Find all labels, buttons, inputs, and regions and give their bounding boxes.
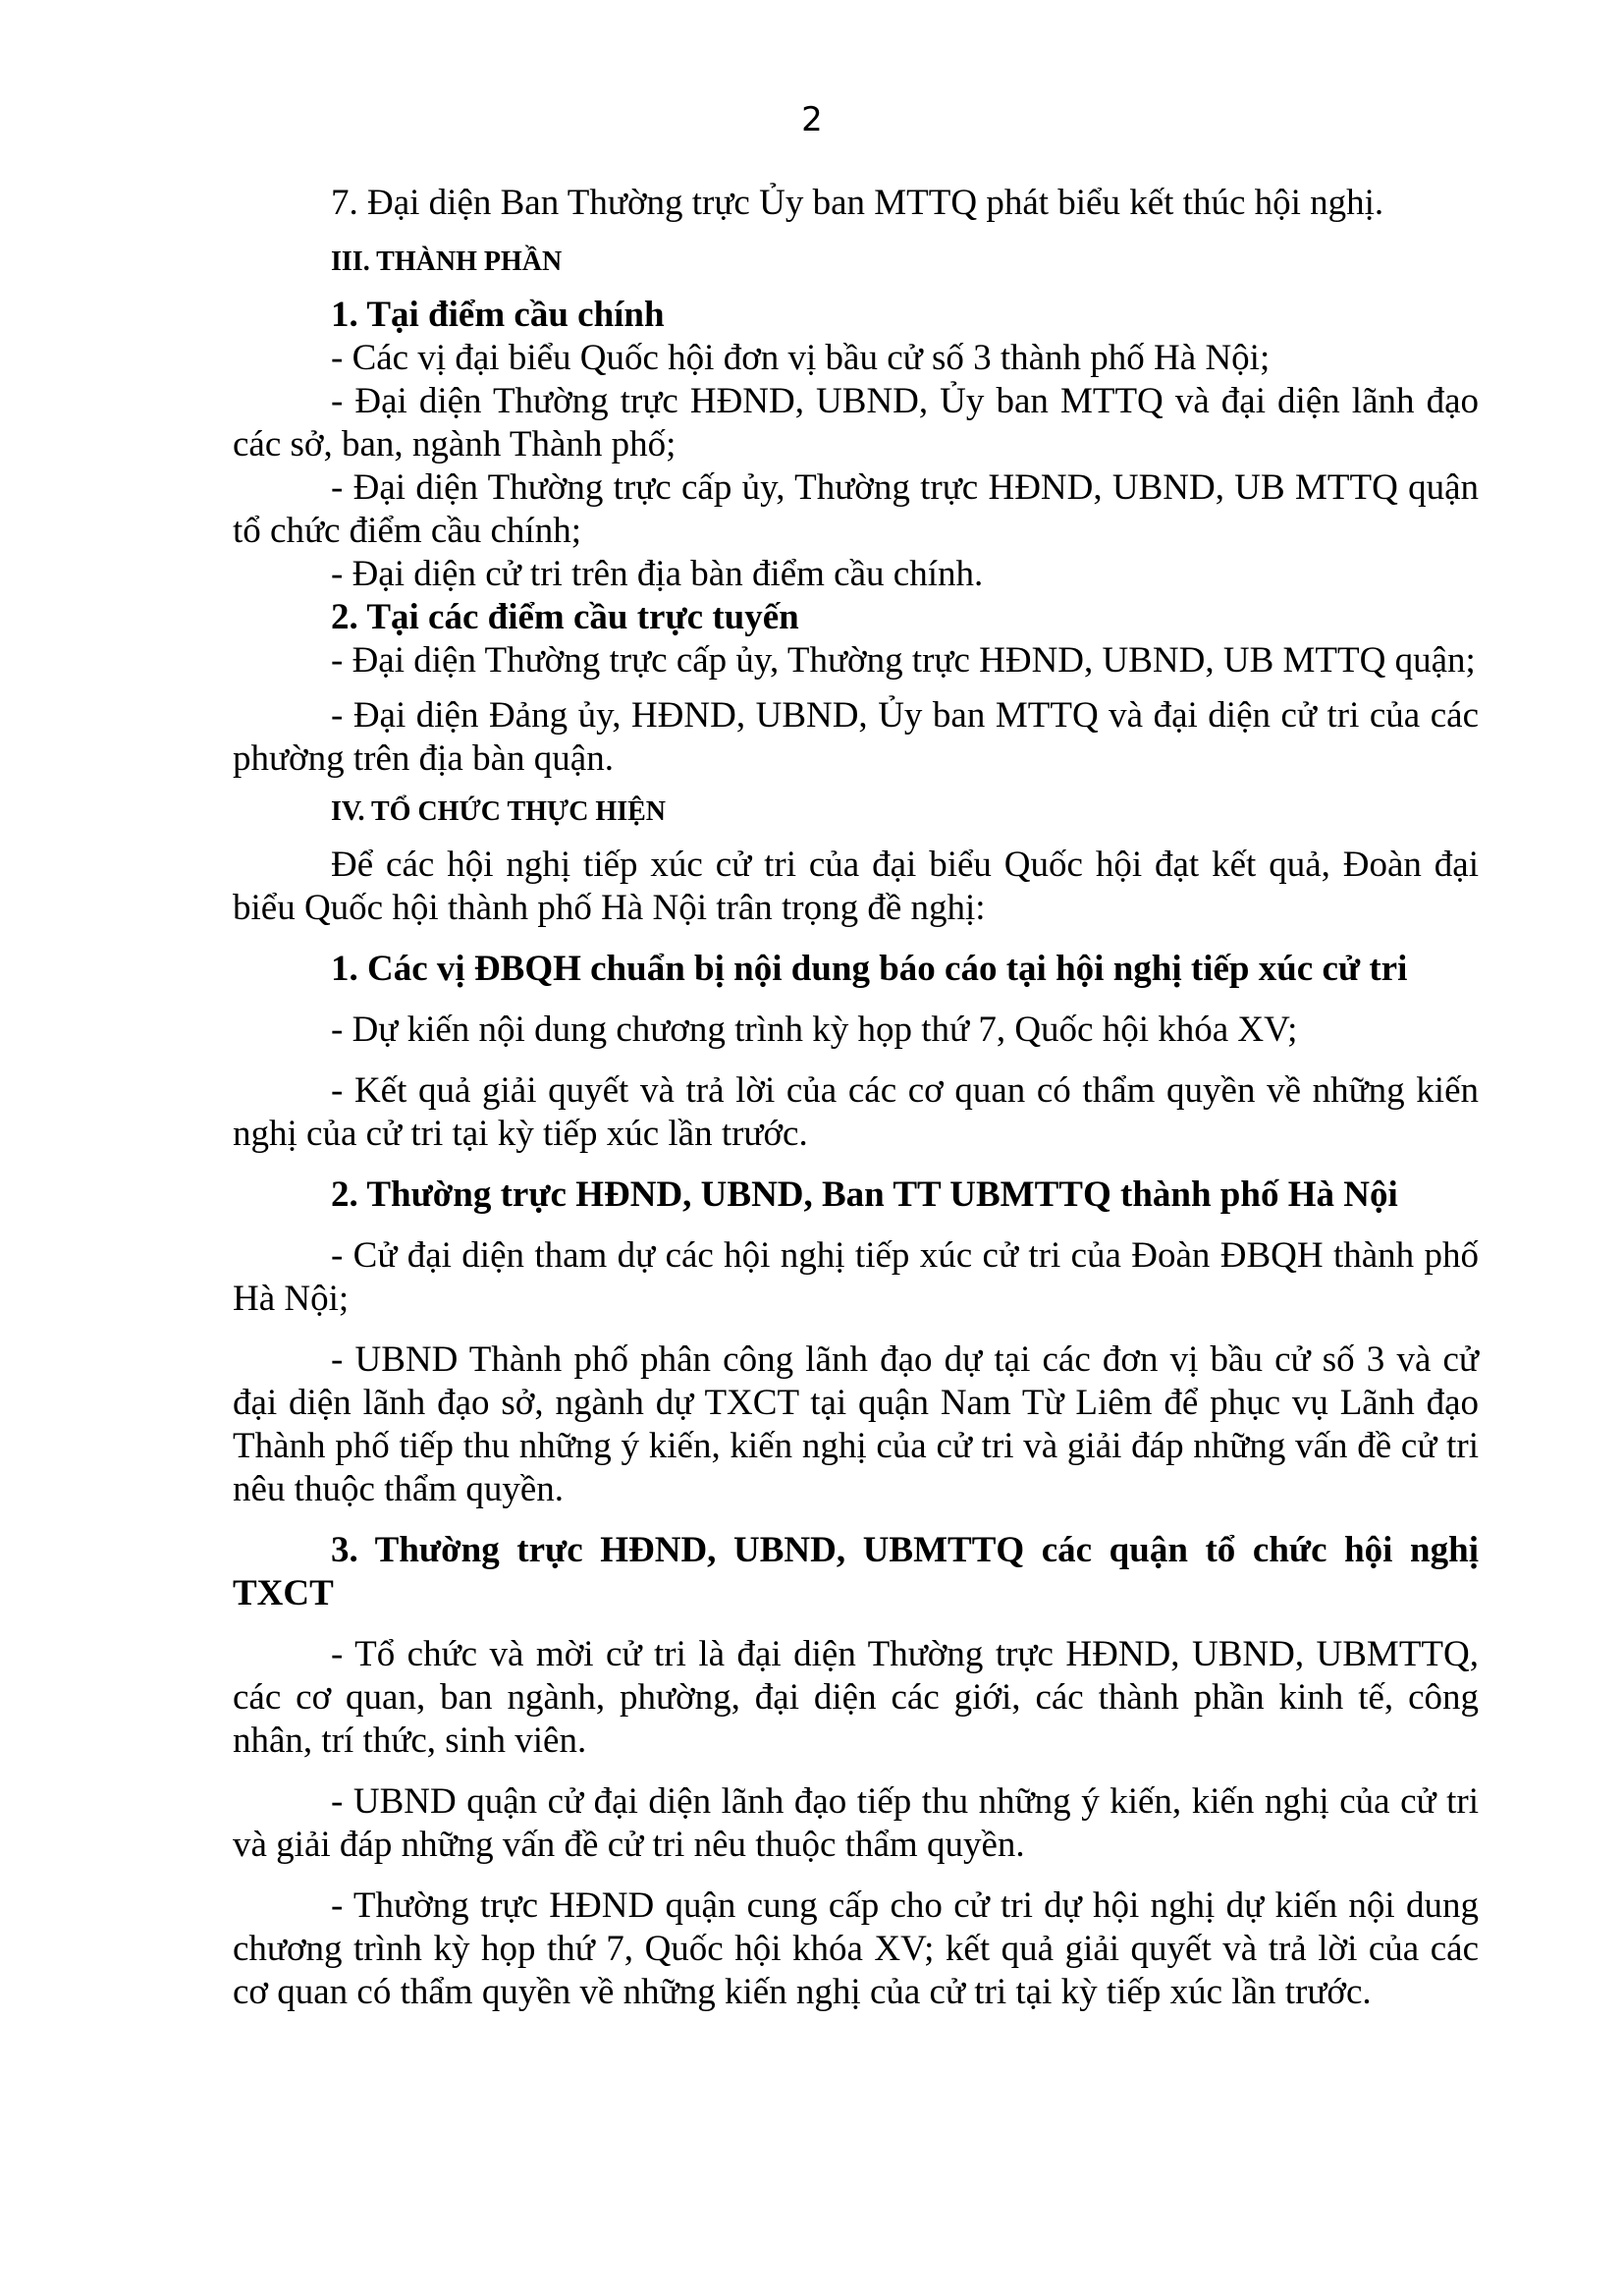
list-item: - Đại diện Thường trực cấp ủy, Thường trực HĐND, UBND, UB MTTQ quận; [331, 640, 1476, 681]
subheading-district-standing: 3. Thường trực HĐND, UBND, UBMTTQ các quận tổ chức hội nghị TXCT [233, 1530, 1479, 1613]
page-number: 2 [801, 100, 823, 139]
subheading-online-venues: 2. Tại các điểm cầu trực tuyến [331, 597, 799, 637]
section-heading-implementation: IV. TỔ CHỨC THỰC HIỆN [331, 796, 666, 827]
subheading-city-standing: 2. Thường trực HĐND, UBND, Ban TT UBMTTQ thành phố Hà Nội [331, 1174, 1398, 1215]
list-item: - Cử đại diện tham dự các hội nghị tiếp xúc cử tri của Đoàn ĐBQH thành phố Hà Nội; [233, 1235, 1479, 1319]
list-item: - Tổ chức và mời cử tri là đại diện Thường trực HĐND, UBND, UBMTTQ, các cơ quan, ban ngành, phường, đại diện các giới, các thành phần kinh tế, công nhân, trí thức, sinh viên. [233, 1634, 1479, 1761]
list-item: - Đại diện Thường trực HĐND, UBND, Ủy ban MTTQ và đại diện lãnh đạo các sở, ban, ngành Thành phố; [233, 381, 1479, 464]
item-7-closing-speech: 7. Đại diện Ban Thường trực Ủy ban MTTQ phát biểu kết thúc hội nghị. [331, 183, 1384, 223]
list-item: - Đại diện cử tri trên địa bàn điểm cầu chính. [331, 554, 984, 594]
list-item: - Đại diện Thường trực cấp ủy, Thường trực HĐND, UBND, UB MTTQ quận tổ chức điểm cầu chính; [233, 467, 1479, 551]
list-item: - Kết quả giải quyết và trả lời của các cơ quan có thẩm quyền về những kiến nghị của cử tri tại kỳ tiếp xúc lần trước. [233, 1070, 1479, 1154]
list-item: - Thường trực HĐND quận cung cấp cho cử tri dự hội nghị dự kiến nội dung chương trình kỳ họp thứ 7, Quốc hội khóa XV; kết quả giải quyết và trả lời của các cơ quan có thẩm quyền về những kiến nghị của cử tri tại kỳ tiếp xúc lần trước. [233, 1885, 1479, 2012]
list-item: - Đại diện Đảng ủy, HĐND, UBND, Ủy ban MTTQ và đại diện cử tri của các phường trên địa bàn quận. [233, 695, 1479, 779]
subheading-deputies-prepare: 1. Các vị ĐBQH chuẩn bị nội dung báo cáo tại hội nghị tiếp xúc cử tri [331, 949, 1408, 989]
list-item: - Các vị đại biểu Quốc hội đơn vị bầu cử số 3 thành phố Hà Nội; [331, 338, 1271, 378]
list-item: - UBND Thành phố phân công lãnh đạo dự tại các đơn vị bầu cử số 3 và cử đại diện lãnh đạo sở, ngành dự TXCT tại quận Nam Từ Liêm để phục vụ Lãnh đạo Thành phố tiếp thu những ý kiến, kiến nghị của cử tri và giải đáp những vấn đề cử tri nêu thuộc thẩm quyền. [233, 1339, 1479, 1509]
list-item: - UBND quận cử đại diện lãnh đạo tiếp thu những ý kiến, kiến nghị của cử tri và giải đáp những vấn đề cử tri nêu thuộc thẩm quyền. [233, 1781, 1479, 1865]
list-item: - Dự kiến nội dung chương trình kỳ họp thứ 7, Quốc hội khóa XV; [331, 1010, 1298, 1050]
section-heading-participants: III. THÀNH PHẦN [331, 246, 563, 277]
subheading-main-venue: 1. Tại điểm cầu chính [331, 295, 665, 335]
paragraph: Để các hội nghị tiếp xúc cử tri của đại biểu Quốc hội đạt kết quả, Đoàn đại biểu Quốc hội thành phố Hà Nội trân trọng đề nghị: [233, 845, 1479, 928]
